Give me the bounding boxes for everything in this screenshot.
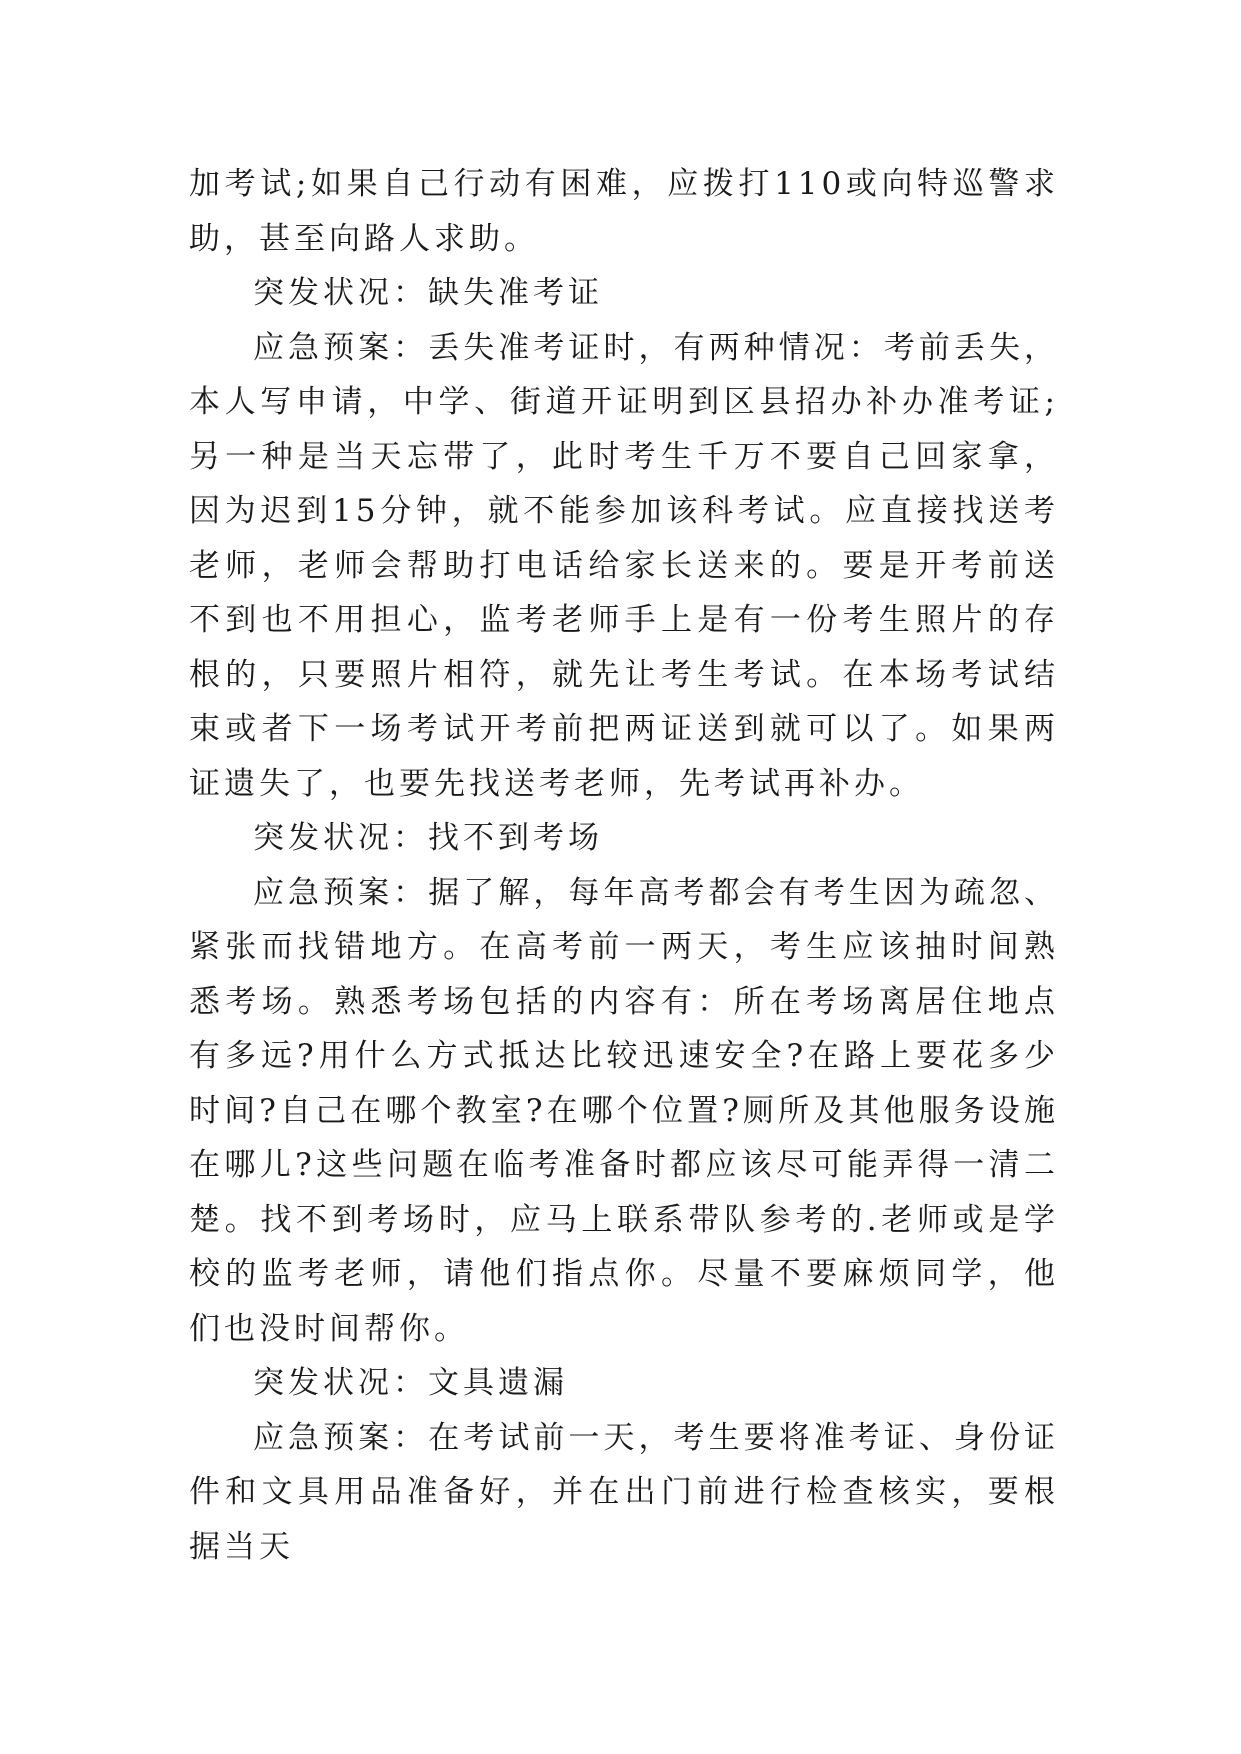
paragraph-continuation: 加考试;如果自己行动有困难，应拨打110或向特巡警求助，甚至向路人求助。	[189, 166, 1059, 257]
paragraph-exam-room-plan: 应急预案：据了解，每年高考都会有考生因为疏忽、紧张而找错地方。在高考前一两天，考生应该抽时间熟悉考场。熟悉考场包括的内容有：所在考场离居住地点有多远?用什么方式抵达比较迅速安全?在路上要花多少时间?自己在哪个教室?在哪个位置?厕所及其他服务设施在哪儿?这些问题在临考准备时都应该尽可能弄得一清二楚。找不到考场时，应马上联系带队参考的.老师或是学校的监考老师，请他们指点你。尽量不要麻烦同学，他们也没时间帮你。	[189, 874, 1059, 1347]
heading-forgotten-stationery: 突发状况：文具遗漏	[253, 1365, 568, 1401]
heading-missing-admission-ticket: 突发状况：缺失准考证	[253, 275, 603, 311]
paragraph-stationery-plan: 应急预案：在考试前一天，考生要将准考证、身份证件和文具用品准备好，并在出门前进行检查核实，要根据当天	[189, 1419, 1059, 1565]
document-body	[189, 157, 1059, 1574]
heading-cannot-find-exam-room: 突发状况：找不到考场	[253, 820, 603, 856]
paragraph-admission-ticket-plan: 应急预案：丢失准考证时，有两种情况：考前丢失，本人写申请，中学、街道开证明到区县招办补办准考证;另一种是当天忘带了，此时考生千万不要自己回家拿，因为迟到15分钟，就不能参加该科考试。应直接找送考老师，老师会帮助打电话给家长送来的。要是开考前送不到也不用担心，监考老师手上是有一份考生照片的存根的，只要照片相符，就先让考生考试。在本场考试结束或者下一场考试开考前把两证送到就可以了。如果两证遗失了，也要先找送考老师，先考试再补办。	[189, 329, 1059, 802]
